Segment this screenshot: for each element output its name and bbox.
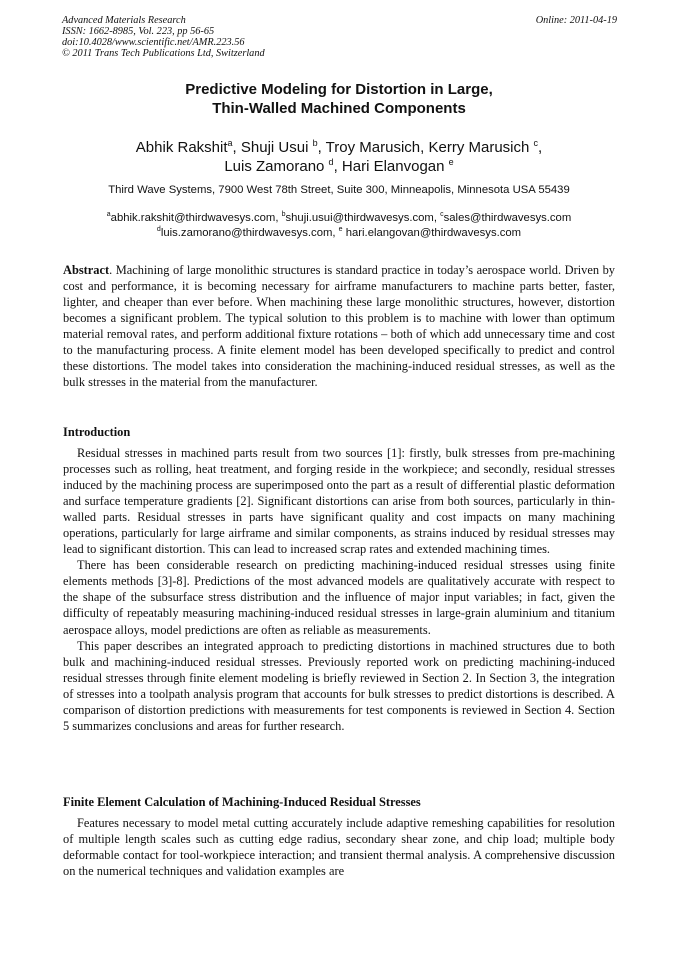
title-line-1: Predictive Modeling for Distortion in Large, <box>185 81 493 98</box>
paragraph: Features necessary to model metal cutting accurately include adaptive remeshing capabilities for resolution of multiple length scales such as cutting edge radius, secondary shear zone, and chip load; multiple body deformable contact for tool-workpiece interaction; and transient thermal analysis. A comprehensive discussion on the numerical techniques and validation examples are <box>63 816 615 879</box>
email-sup: e <box>338 226 343 234</box>
author-sep: , <box>317 139 326 156</box>
email-sup: d <box>156 226 161 234</box>
author-sup: e <box>448 157 454 167</box>
email-list <box>62 211 616 241</box>
email-link[interactable]: sales@thirdwavesys.com <box>443 212 572 224</box>
email-link[interactable]: shuji.usui@thirdwavesys.com, <box>285 212 441 224</box>
issn-line: ISSN: 1662-8985, Vol. 223, pp 56-65 <box>62 26 215 37</box>
email-link[interactable]: hari.elangovan@thirdwavesys.com <box>342 227 522 239</box>
doi-line: doi:10.4028/www.scientific.net/AMR.223.56 <box>62 37 245 48</box>
journal-name: Advanced Materials Research <box>62 15 186 26</box>
section-heading-introduction: Introduction <box>63 425 131 439</box>
abstract <box>63 262 615 390</box>
author-name: Kerry Marusich <box>428 139 534 156</box>
email-link[interactable]: luis.zamorano@thirdwavesys.com, <box>160 227 339 239</box>
author-sup: a <box>227 138 233 148</box>
author-line-2 <box>62 157 616 176</box>
author-name: Abhik Rakshit <box>135 139 228 156</box>
email-sup: a <box>106 211 111 219</box>
copyright-line: © 2011 Trans Tech Publications Ltd, Switzerland <box>62 48 265 59</box>
author-sup: d <box>328 157 334 167</box>
email-sup: b <box>281 211 286 219</box>
paragraph: This paper describes an integrated approach to predicting distortions in machined structures due to both bulk and machining-induced residual stresses. Previously reported work on predicting machining-induced residual stresses through finite element modeling is briefly reviewed in Section 2. In Section 3, the integration of stresses into a toolpath analysis program that accounts for bulk stresses to predict distortions is described. A comparison of distortion predictions with measurements for test components is reviewed in Section 4. Section 5 summarizes conclusions and areas for further research. <box>63 638 615 733</box>
section-heading-fe: Finite Element Calculation of Machining-Induced Residual Stresses <box>63 795 421 809</box>
affiliation: Third Wave Systems, 7900 West 78th Street, Suite 300, Minneapolis, Minnesota USA 55439 <box>108 184 570 196</box>
paper-title <box>62 80 616 118</box>
abstract-text: . Machining of large monolithic structures is standard practice in today’s aerospace world. Driven by cost and performance, it is becoming necessary for airframe manufacturers to machine parts better, faster, lighter, and cheaper than ever before. When machining these large monolithic structures, however, distortion becomes a significant problem. The typical solution to this problem is to machine with lower than optimum material removal rates, and perform additional fixture rotations – both of which add unnecessary time and cost to the manufacturing process. A finite element model has been developed specifically to predict and control these distortions. The model takes into consideration the machining-induced residual stresses, as well as the bulk stresses in the material from the manufacturer. <box>63 263 615 390</box>
fe-body <box>63 815 615 879</box>
introduction-body <box>63 445 615 734</box>
author-name: Shuji Usui <box>240 139 313 156</box>
email-link[interactable]: abhik.rakshit@thirdwavesys.com, <box>110 212 282 224</box>
author-name: Hari Elanvogan <box>341 158 449 175</box>
author-sup: b <box>312 138 318 148</box>
abstract-paragraph <box>63 262 615 390</box>
email-sup: c <box>440 211 444 219</box>
email-line-1 <box>62 211 616 226</box>
author-name: Troy Marusich <box>325 139 421 156</box>
abstract-label: Abstract <box>63 263 110 277</box>
author-sep: , <box>420 139 429 156</box>
author-list <box>62 138 616 176</box>
paragraph: Residual stresses in machined parts result from two sources [1]: firstly, bulk stresses from pre-machining processes such as rolling, heat treatment, and forging reside in the workpiece; and secondly, residual stresses induced by the machining process are superimposed onto the part as a result of differential plastic deformation and surface temperature gradients [2]. Significant distortions can arise from both sources, particularly in thin-walled parts. Residual stresses in parts have significant quality and cost impacts on many machining operations, particularly for large airframe and similar components, as strains induced by residual stresses may lead to significant distortion. This can lead to increased scrap rates and extended machining times. <box>63 446 615 557</box>
author-sep: , <box>538 139 543 156</box>
author-sup: c <box>533 138 539 148</box>
author-name: Luis Zamorano <box>224 158 329 175</box>
author-line-1 <box>62 138 616 157</box>
online-date: Online: 2011-04-19 <box>535 15 617 26</box>
paragraph: There has been considerable research on predicting machining-induced residual stresses using finite elements methods [3]-8]. Predictions of the most advanced models are qualitatively accurate with respect to the shape of the subsurface stress distribution and the influence of major input variables; in fact, given the difficulty of repeatably measuring machining-induced residual stresses in large-grain aluminium and titanium aerospace alloys, model predictions are often as reliable as measurements. <box>63 558 615 637</box>
journal-header <box>62 15 617 59</box>
email-line-2 <box>62 226 616 241</box>
author-sep: , <box>232 139 241 156</box>
title-line-2: Thin-Walled Machined Components <box>212 100 466 117</box>
author-sep: , <box>333 158 342 175</box>
